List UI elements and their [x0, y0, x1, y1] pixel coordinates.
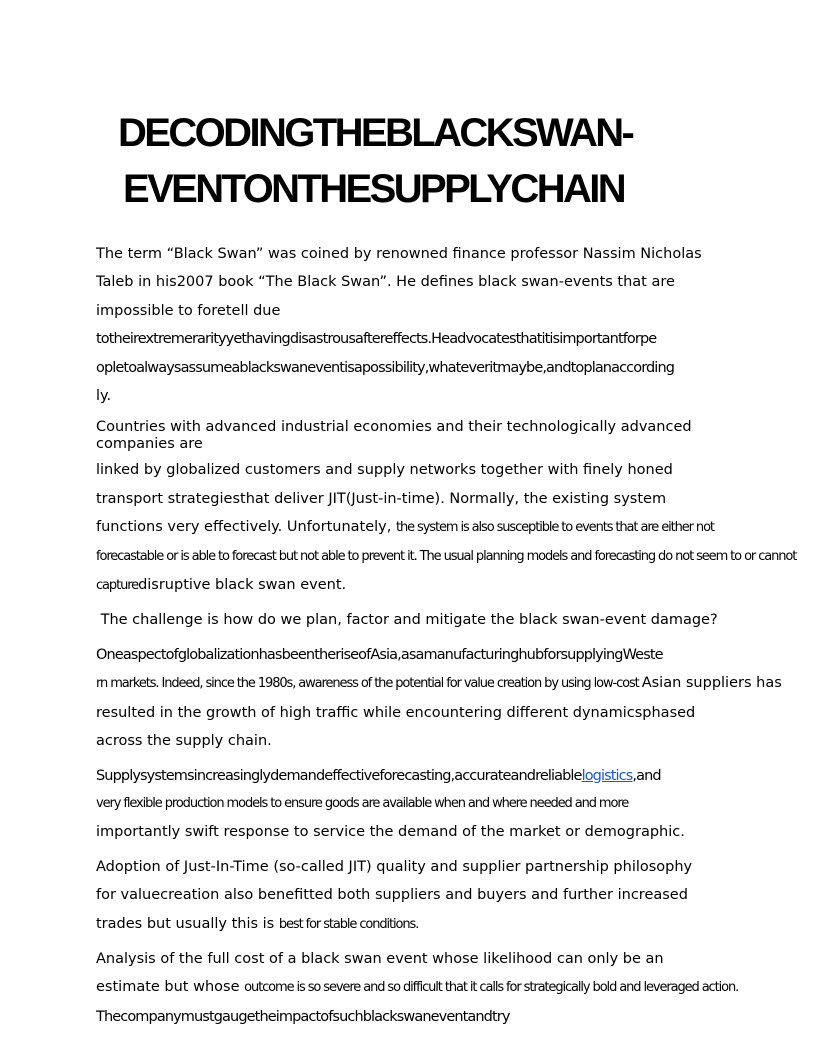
text-line: Analysis of the full cost of a black swan event whose likelihood can only be an	[96, 950, 664, 967]
text-line: linked by globalized customers and supply networks together with finely honed	[96, 462, 673, 479]
text-line	[96, 513, 716, 542]
text-line	[96, 910, 716, 939]
logistics-link[interactable]: logistics	[581, 767, 633, 784]
text-segment: rn markets. Indeed, since the 1980s, awareness of the potential for value creation by using low-cost	[96, 676, 642, 692]
text-segment: the system is also susceptible to events that are either not	[395, 520, 714, 536]
text-line: importantly swift response to service the demand of the market or demographic.	[96, 824, 685, 841]
paragraph-2	[96, 416, 797, 600]
text-segment: outcome is so severe and so difficult that it calls for strategically bold and leveraged action.	[244, 980, 739, 996]
text-segment: best for stable conditions.	[278, 916, 419, 932]
paragraph-5	[96, 762, 716, 847]
text-line: ly.	[96, 388, 112, 405]
text-line: Countries with advanced industrial economies and their technologically advanced companies are	[96, 419, 692, 453]
title-line-1: DECODINGTHEBLACKSWAN-	[118, 111, 633, 155]
text-line: very flexible production models to ensure goods are available when and where needed and more	[96, 795, 629, 811]
text-segment: Asian suppliers has	[641, 675, 782, 692]
text-line: The challenge is how do we plan, factor and mitigate the black swan-event damage?	[96, 612, 718, 629]
text-segment: capture	[96, 578, 139, 594]
text-line: across the supply chain.	[96, 733, 272, 750]
paragraph-1	[96, 240, 716, 410]
paragraph-3	[96, 606, 716, 634]
text-line	[96, 669, 782, 698]
text-segment: ,and	[632, 767, 661, 784]
text-line	[96, 973, 739, 1002]
text-line: opletoalwaysassumeablackswaneventisapossibility,whateveritmaybe,andtoplanaccording	[96, 359, 675, 376]
text-line: totheirextremerarityyethavingdisastrousaftereffects.Headvocatesthatitisimportantforpe	[96, 331, 657, 348]
document-body	[96, 240, 797, 1031]
text-line: for valuecreation also benefitted both suppliers and buyers and further increased	[96, 887, 688, 904]
text-segment: Supplysystemsincreasinglydemandeffectiveforecasting,accurateandreliable	[96, 767, 582, 784]
title-line-2: EVENTONTHESUPPLYCHAIN	[123, 167, 625, 211]
text-line: Taleb in his2007 book “The Black Swan”. He defines black swan-events that are	[96, 274, 675, 291]
text-line: forecastable or is able to forecast but not able to prevent it. The usual planning models and forecasting do not seem to or cannot	[96, 548, 797, 564]
paragraph-4	[96, 641, 782, 756]
text-line	[96, 571, 716, 600]
text-line: Adoption of Just-In-Time (so-called JIT) quality and supplier partnership philosophy	[96, 858, 693, 875]
text-line: The term “Black Swan” was coined by renowned finance professor Nassim Nicholas	[96, 246, 702, 262]
text-segment: trades but usually this is	[96, 915, 279, 932]
text-line: Thecompanymustgaugetheimpactofsuchblackswaneventandtry	[96, 1008, 510, 1025]
paragraph-6	[96, 853, 716, 939]
text-line: resulted in the growth of high traffic while encountering different dynamicsphased	[96, 704, 696, 721]
document-title	[118, 108, 738, 214]
paragraph-7	[96, 945, 739, 1031]
text-line: impossible to foretell due	[96, 302, 281, 319]
text-line	[96, 762, 716, 790]
text-segment: disruptive black swan event.	[138, 577, 347, 594]
text-line: OneaspectofglobalizationhasbeentheriseofAsia,asamanufacturinghubforsupplyingWeste	[96, 646, 663, 663]
text-segment: estimate but whose	[96, 979, 245, 996]
text-segment: functions very effectively. Unfortunately,	[96, 519, 396, 536]
text-line: transport strategiesthat deliver JIT(Just-in-time). Normally, the existing system	[96, 490, 667, 507]
